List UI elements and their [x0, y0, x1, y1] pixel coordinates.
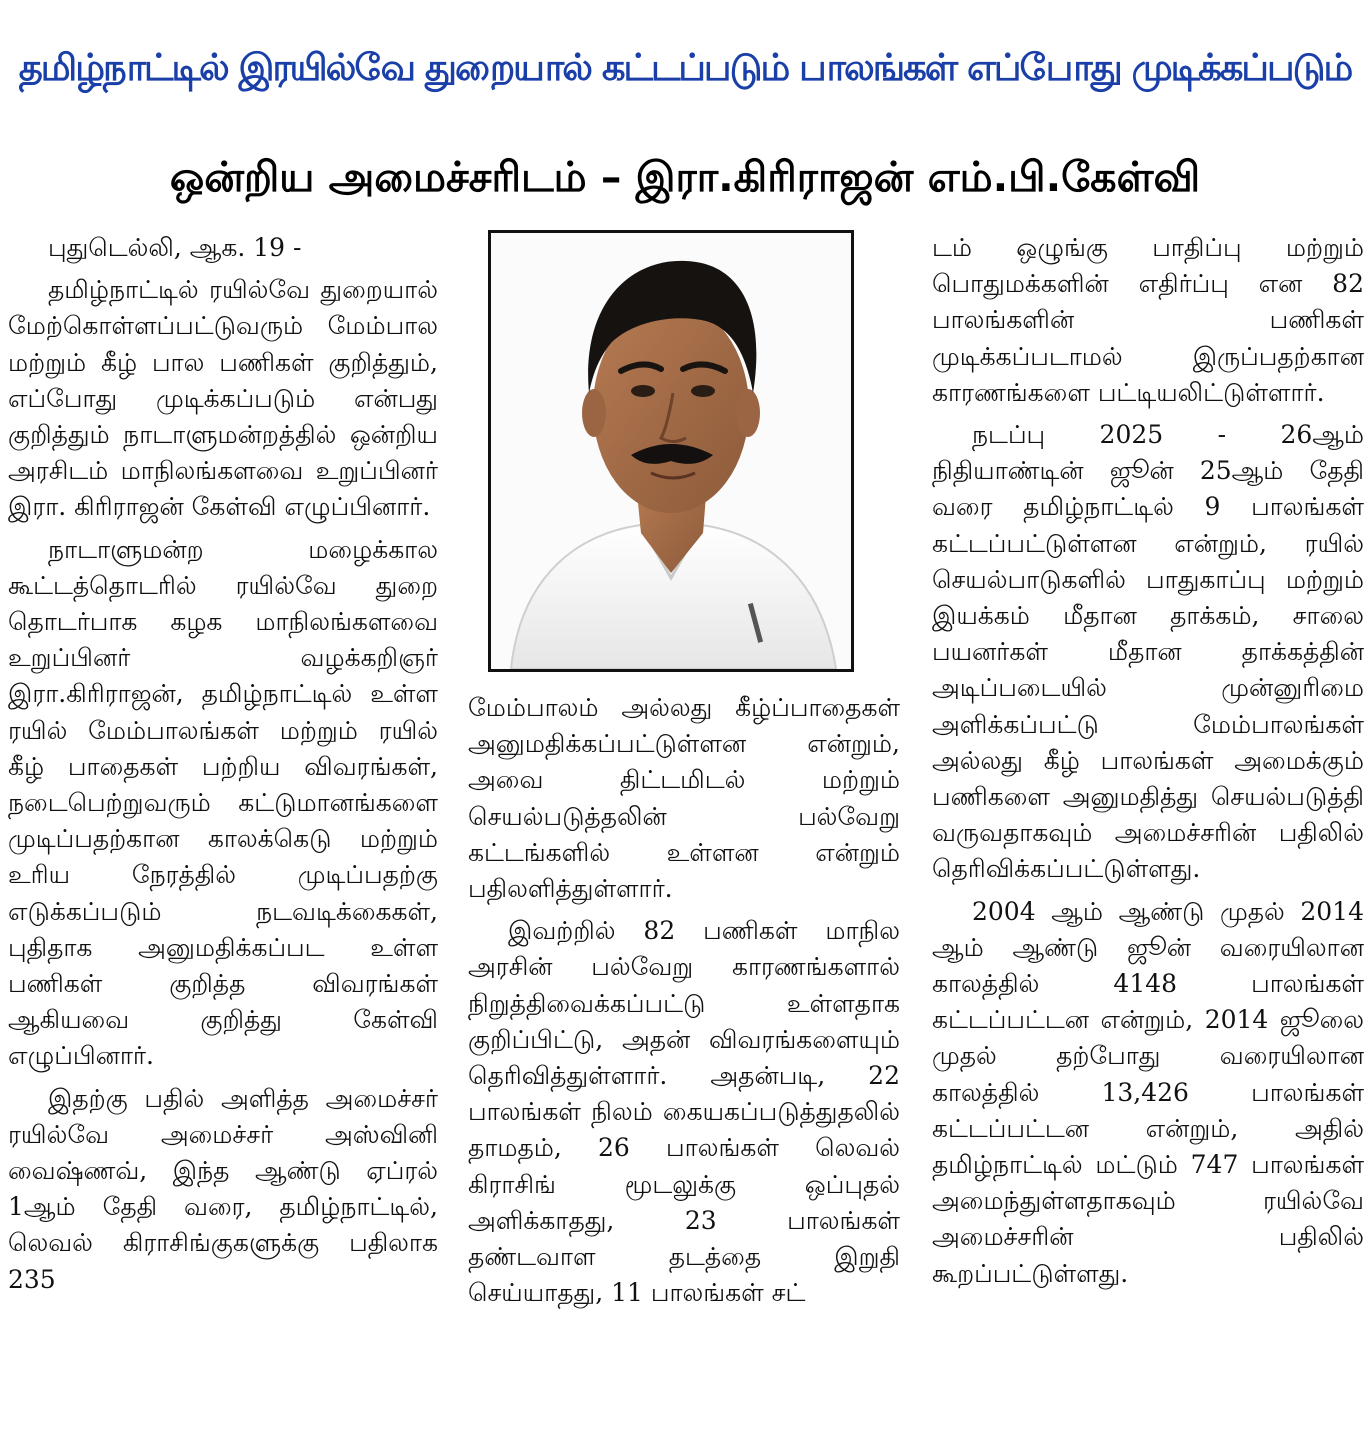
dateline: புதுடெல்லி, ஆக. 19 - [48, 233, 302, 262]
headline: தமிழ்நாட்டில் இரயில்வே துறையால் கட்டப்படும் பாலங்கள் எப்போது முடிக்கப்படும் [18, 46, 1352, 89]
column2-paragraph-1: மேம்பாலம் அல்லது கீழ்ப்பாதைகள் அனுமதிக்கப்பட்டுள்ளன என்றும், அவை திட்டமிடல் மற்றும் செயல்படுத்தலின் பல்வேறு கட்டங்களில் உள்ளன என்றும் பதிலளித்துள்ளார். [468, 693, 900, 904]
column3-paragraph-1: டம் ஒழுங்கு பாதிப்பு மற்றும் பொதுமக்களின் எதிர்ப்பு என 82 பாலங்களின் பணிகள் முடிக்கப்படாமல் இருப்பதற்கான காரணங்களை பட்டியலிட்டுள்ளார். [932, 233, 1364, 407]
article-column-1 [8, 230, 438, 1430]
column1-paragraph-3: இதற்கு பதில் அளித்த அமைச்சர் ரயில்வே அமைச்சர் அஸ்வினி வைஷ்ணவ், இந்த ஆண்டு ஏப்ரல் 1ஆம் தேதி வரை, தமிழ்நாட்டில், லெவல் கிராசிங்குகளுக்கு பதிலாக 235 [8, 1083, 438, 1294]
subheadline: ஒன்றிய அமைச்சரிடம் – இரா.கிரிராஜன் எம்.பி.கேள்வி [169, 153, 1201, 201]
article-column-2 [468, 690, 900, 1430]
article-column-3 [932, 230, 1364, 1430]
column1-paragraph-1: தமிழ்நாட்டில் ரயில்வே துறையால் மேற்கொள்ளப்பட்டுவரும் மேம்பால மற்றும் கீழ் பால பணிகள் குறித்தும், எப்போது முடிக்கப்படும் என்பது குறித்தும் நாடாளுமன்றத்தில் ஒன்றிய அரசிடம் மாநிலங்களவை உறுப்பினர் இரா. கிரிராஜன் கேள்வி எழுப்பினார். [8, 275, 438, 522]
portrait-illustration [491, 233, 851, 669]
column1-paragraph-2: நாடாளுமன்ற மழைக்கால கூட்டத்தொடரில் ரயில்வே துறை தொடர்பாக கழக மாநிலங்களவை உறுப்பினர் வழக்கறிஞர் இரா.கிரிராஜன், தமிழ்நாட்டில் உள்ள ரயில் மேம்பாலங்கள் மற்றும் ரயில் கீழ் பாதைகள் பற்றிய விவரங்கள், நடைபெற்றுவரும் கட்டுமானங்களை முடிப்பதற்கான காலக்கெடு மற்றும் உரிய நேரத்தில் முடிப்பதற்கு எடுக்கப்படும் நடவடிக்கைகள், புதிதாக அனுமதிக்கப்பட உள்ள பணிகள் குறித்த விவரங்கள் ஆகியவை குறித்து கேள்வி எழுப்பினார். [8, 534, 438, 1071]
column2-paragraph-2: இவற்றில் 82 பணிகள் மாநில அரசின் பல்வேறு காரணங்களால் நிறுத்திவைக்கப்பட்டு உள்ளதாக குறிப்பிட்டு, அதன் விவரங்களையும் தெரிவித்துள்ளார். அதன்படி, 22 பாலங்கள் நிலம் கையகப்படுத்துதலில் தாமதம், 26 பாலங்கள் லெவல் கிராசிங் மூடலுக்கு ஒப்புதல் அளிக்காதது, 23 பாலங்கள் தண்டவாள தடத்தை இறுதி செய்யாதது, 11 பாலங்கள் சட் [468, 916, 900, 1308]
portrait-photo [488, 230, 854, 672]
column3-paragraph-2: நடப்பு 2025 - 26ஆம் நிதியாண்டின் ஜூன் 25ஆம் தேதி வரை தமிழ்நாட்டில் 9 பாலங்கள் கட்டப்பட்டுள்ளன என்றும், ரயில் செயல்பாடுகளில் பாதுகாப்பு மற்றும் இயக்கம் மீதான தாக்கம், சாலை பயனர்கள் மீதான தாக்கத்தின் அடிப்படையில் முன்னுரிமை அளிக்கப்பட்டு மேம்பாலங்கள் அல்லது கீழ் பாலங்கள் அமைக்கும் பணிகளை அனுமதித்து செயல்படுத்தி வருவதாகவும் அமைச்சரின் பதிலில் தெரிவிக்கப்பட்டுள்ளது. [932, 420, 1364, 884]
column3-paragraph-3: 2004 ஆம் ஆண்டு முதல் 2014 ஆம் ஆண்டு ஜூன் வரையிலான காலத்தில் 4148 பாலங்கள் கட்டப்பட்டன என்றும், 2014 ஜூலை முதல் தற்போது வரையிலான காலத்தில் 13,426 பாலங்கள் கட்டப்பட்டன என்றும், அதில் தமிழ்நாட்டில் மட்டும் 747 பாலங்கள் அமைந்துள்ளதாகவும் ரயில்வே அமைச்சரின் பதிலில் கூறப்பட்டுள்ளது. [932, 896, 1364, 1288]
